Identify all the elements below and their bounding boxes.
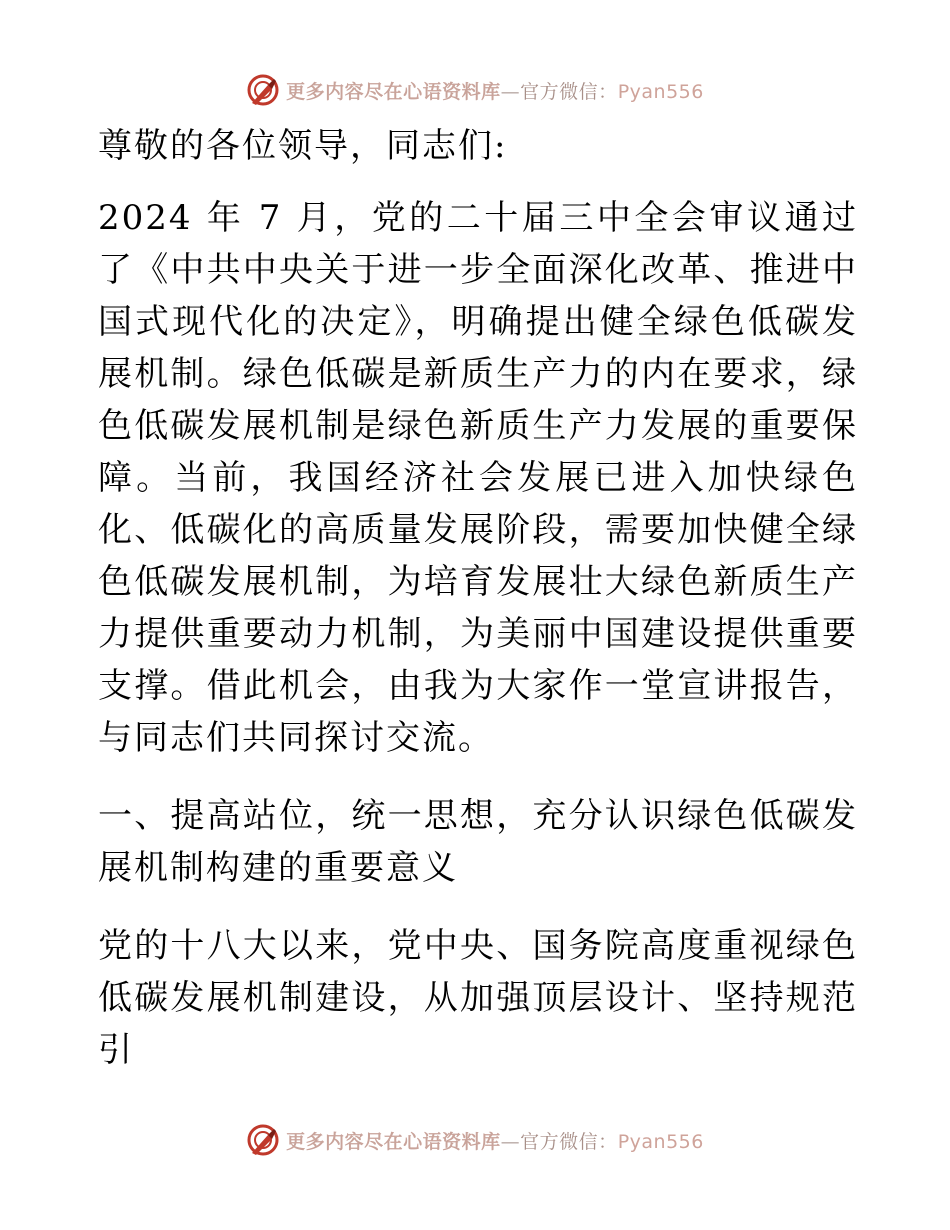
watermark-main-text: 更多内容尽在心语资料库 <box>286 1130 501 1153</box>
watermark-text <box>286 1127 704 1154</box>
watermark-dash: — <box>500 80 521 103</box>
document-body <box>98 120 858 1076</box>
pen-logo-icon <box>246 73 280 107</box>
watermark-wechat-id: Pyan556 <box>617 80 704 103</box>
paragraph-section-1: 党的十八大以来，党中央、国务院高度重视绿色低碳发展机制建设，从加强顶层设计、坚持规范引 <box>98 926 858 1070</box>
watermark-dash: — <box>500 1130 521 1153</box>
watermark-wechat-label: 官方微信： <box>520 1130 618 1153</box>
watermark-main-text: 更多内容尽在心语资料库 <box>286 80 501 103</box>
paragraph-intro: 2024 年 7 月，党的二十届三中全会审议通过了《中共中央关于进一步全面深化改革、推进中国式现代化的决定》，明确提出健全绿色低碳发展机制。绿色低碳是新质生产力的内在要求，绿色低碳发展机制是绿色新质生产力发展的重要保障。当前，我国经济社会发展已进入加快绿色化、低碳化的高质量发展阶段，需要加快健全绿色低碳发展机制，为培育发展壮大绿色新质生产力提供重要动力机制，为美丽中国建设提供重要支撑。借此机会，由我为大家作一堂宣讲报告，与同志们共同探讨交流。 <box>98 198 858 758</box>
section-heading-1: 一、提高站位，统一思想，充分认识绿色低碳发展机制构建的重要意义 <box>98 796 858 888</box>
watermark-wechat-id: Pyan556 <box>617 1130 704 1153</box>
watermark-wechat-label: 官方微信： <box>520 80 618 103</box>
header-watermark-banner <box>0 70 950 110</box>
watermark-text <box>286 77 704 104</box>
salutation: 尊敬的各位领导，同志们: <box>98 126 508 166</box>
pen-logo-icon <box>246 1123 280 1157</box>
footer-watermark-banner <box>0 1120 950 1160</box>
